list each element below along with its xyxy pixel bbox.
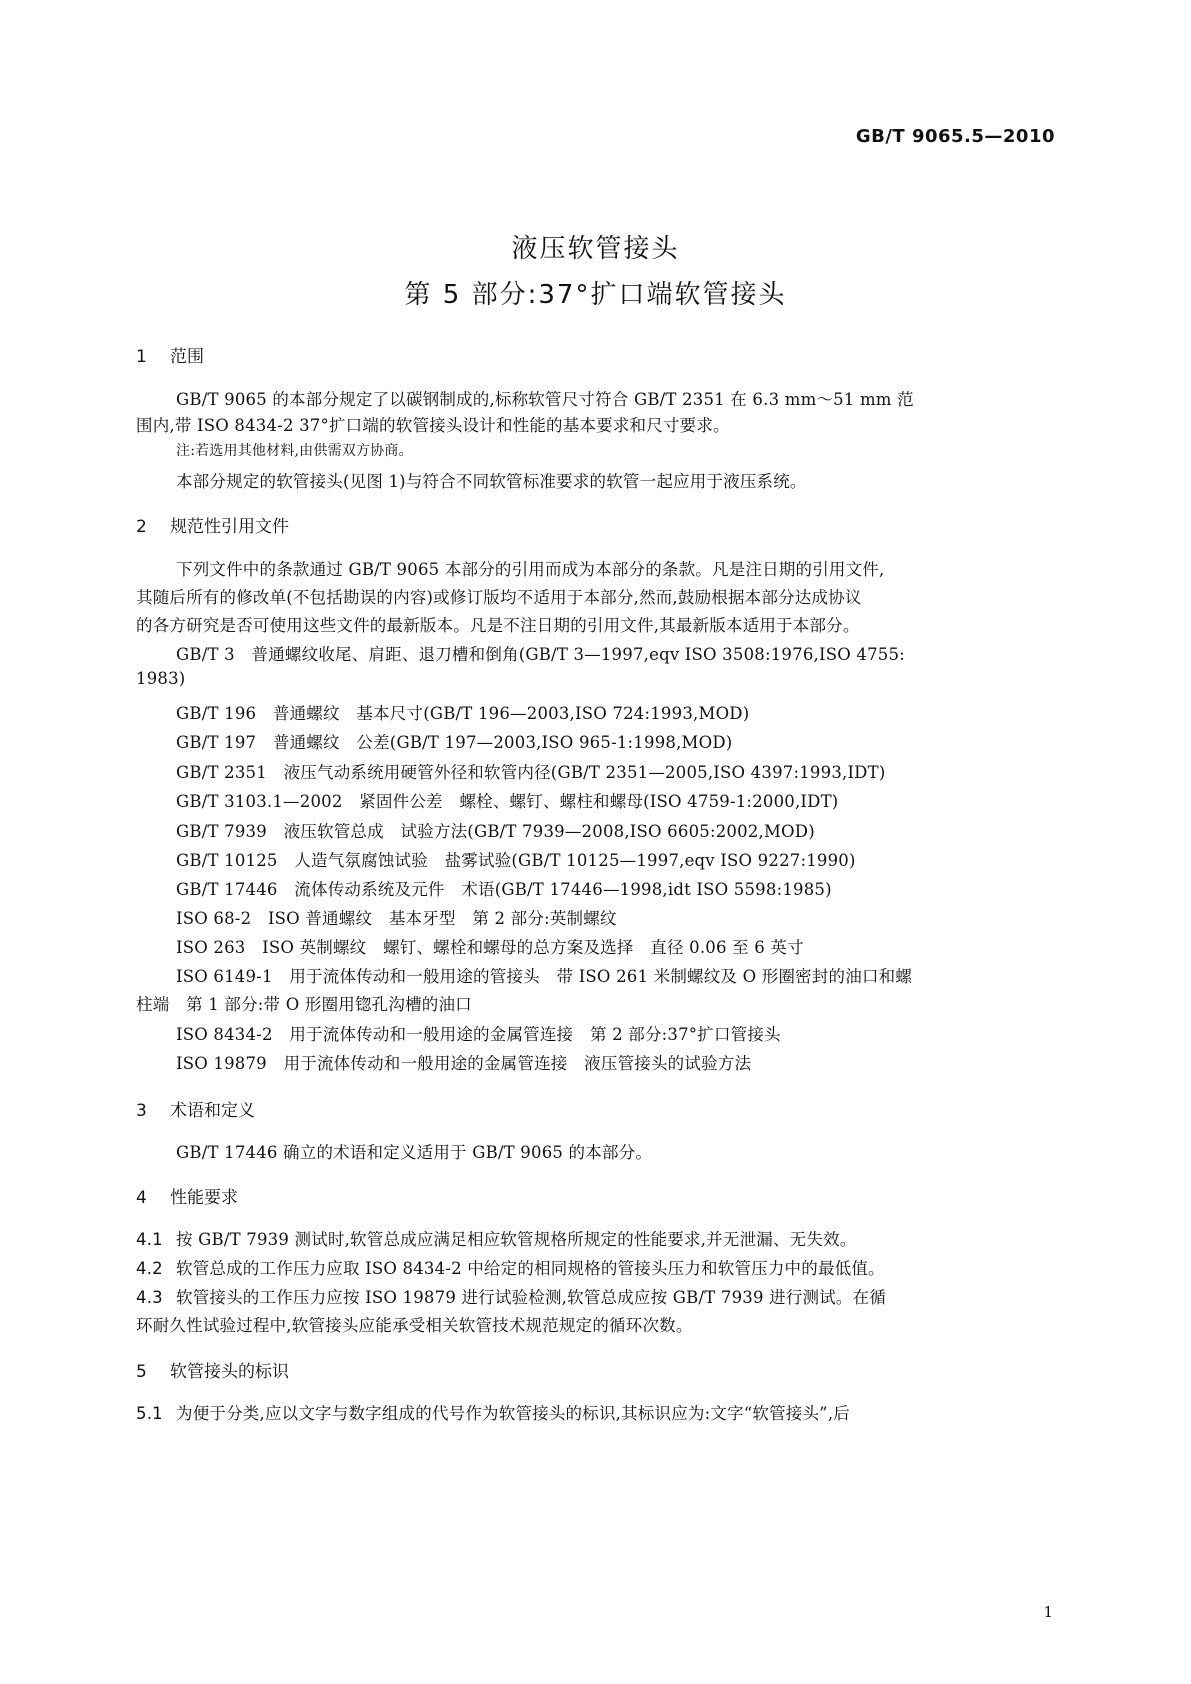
paragraph-line: 下列文件中的条款通过 GB/T 9065 本部分的引用而成为本部分的条款。凡是注日期的引用文件, — [176, 560, 885, 579]
paragraph-line: GB/T 9065 的本部分规定了以碳钢制成的,标称软管尺寸符合 GB/T 2351 在 6.3 mm～51 mm 范 — [176, 390, 914, 409]
reference-item: GB/T 2351 液压气动系统用硬管外径和软管内径(GB/T 2351—2005,ISO 4397:1993,IDT) — [176, 763, 886, 782]
reference-item: GB/T 3 普通螺纹收尾、肩距、退刀槽和倒角(GB/T 3—1997,eqv ISO 3508:1976,ISO 4755: — [176, 645, 905, 664]
section-number: 5 — [136, 1362, 147, 1382]
standard-code: GB/T 9065.5—2010 — [855, 126, 1055, 147]
reference-item: ISO 19879 用于流体传动和一般用途的金属管连接 液压管接头的试验方法 — [176, 1054, 752, 1073]
clause-text: 为便于分类,应以文字与数字组成的代号作为软管接头的标识,其标识应为:文字“软管接头”,后 — [176, 1404, 850, 1423]
reference-item: ISO 6149-1 用于流体传动和一般用途的管接头 带 ISO 261 米制螺纹及 O 形圈密封的油口和螺 — [176, 967, 913, 986]
reference-item: GB/T 10125 人造气氛腐蚀试验 盐雾试验(GB/T 10125—1997,eqv ISO 9227:1990) — [176, 851, 856, 870]
section-number: 4 — [136, 1188, 147, 1208]
reference-item: GB/T 3103.1—2002 紧固件公差 螺栓、螺钉、螺柱和螺母(ISO 4759-1:2000,IDT) — [176, 792, 839, 811]
section-2-heading — [136, 512, 289, 537]
paragraph-line: GB/T 17446 确立的术语和定义适用于 GB/T 9065 的本部分。 — [176, 1143, 653, 1162]
clause-number: 4.1 — [136, 1230, 163, 1249]
clause-text: 按 GB/T 7939 测试时,软管总成应满足相应软管规格所规定的性能要求,并无泄漏、无失效。 — [176, 1230, 857, 1249]
clause-number: 4.3 — [136, 1288, 163, 1307]
section-number: 1 — [136, 347, 147, 367]
paragraph-line: 环耐久性试验过程中,软管接头应能承受相关软管技术规范规定的循环次数。 — [136, 1316, 693, 1335]
reference-item: GB/T 17446 流体传动系统及元件 术语(GB/T 17446—1998,idt ISO 5598:1985) — [176, 880, 832, 899]
reference-item: GB/T 197 普通螺纹 公差(GB/T 197—2003,ISO 965-1:1998,MOD) — [176, 733, 733, 752]
section-title: 范围 — [170, 347, 204, 367]
section-5-heading — [136, 1357, 289, 1382]
section-title: 规范性引用文件 — [170, 517, 289, 537]
reference-item: GB/T 196 普通螺纹 基本尺寸(GB/T 196—2003,ISO 724:1993,MOD) — [176, 704, 750, 723]
section-3-heading — [136, 1096, 255, 1121]
section-4-heading — [136, 1183, 238, 1208]
reference-item: 1983) — [136, 669, 186, 688]
paragraph-line: 其随后所有的修改单(不包括勘误的内容)或修订版均不适用于本部分,然而,鼓励根据本部分达成协议 — [136, 588, 862, 607]
paragraph-line: 围内,带 ISO 8434-2 37°扩口端的软管接头设计和性能的基本要求和尺寸要求。 — [136, 416, 730, 435]
reference-item: GB/T 7939 液压软管总成 试验方法(GB/T 7939—2008,ISO 6605:2002,MOD) — [176, 822, 815, 841]
page-number: 1 — [1043, 1603, 1053, 1621]
section-title: 性能要求 — [170, 1188, 238, 1208]
clause-4-3 — [136, 1284, 886, 1308]
section-number: 3 — [136, 1101, 147, 1121]
clause-4-1 — [136, 1226, 857, 1250]
section-title: 软管接头的标识 — [170, 1362, 289, 1382]
clause-number: 4.2 — [136, 1259, 163, 1278]
section-1-heading — [136, 342, 204, 367]
reference-item: ISO 263 ISO 英制螺纹 螺钉、螺栓和螺母的总方案及选择 直径 0.06 至 6 英寸 — [176, 938, 804, 957]
document-title-line1: 液压软管接头 — [511, 234, 680, 264]
clause-text: 软管接头的工作压力应按 ISO 19879 进行试验检测,软管总成应按 GB/T 7939 进行测试。在循 — [176, 1288, 887, 1307]
clause-text: 软管总成的工作压力应取 ISO 8434-2 中给定的相同规格的管接头压力和软管压力中的最低值。 — [176, 1259, 885, 1278]
clause-5-1 — [136, 1400, 850, 1424]
clause-4-2 — [136, 1255, 885, 1279]
paragraph-line: 的各方研究是否可使用这些文件的最新版本。凡是不注日期的引用文件,其最新版本适用于本部分。 — [136, 616, 860, 635]
reference-item: ISO 8434-2 用于流体传动和一般用途的金属管连接 第 2 部分:37°扩口管接头 — [176, 1025, 781, 1044]
clause-number: 5.1 — [136, 1404, 163, 1423]
reference-item: 柱端 第 1 部分:带 O 形圈用锪孔沟槽的油口 — [136, 995, 472, 1014]
paragraph-line: 本部分规定的软管接头(见图 1)与符合不同软管标准要求的软管一起应用于液压系统。 — [176, 472, 807, 491]
section-number: 2 — [136, 517, 147, 537]
document-title-line2: 第 5 部分:37°扩口端软管接头 — [404, 280, 787, 310]
section-title: 术语和定义 — [170, 1101, 255, 1121]
note: 注:若选用其他材料,由供需双方协商。 — [176, 443, 413, 459]
reference-item: ISO 68-2 ISO 普通螺纹 基本牙型 第 2 部分:英制螺纹 — [176, 909, 617, 928]
